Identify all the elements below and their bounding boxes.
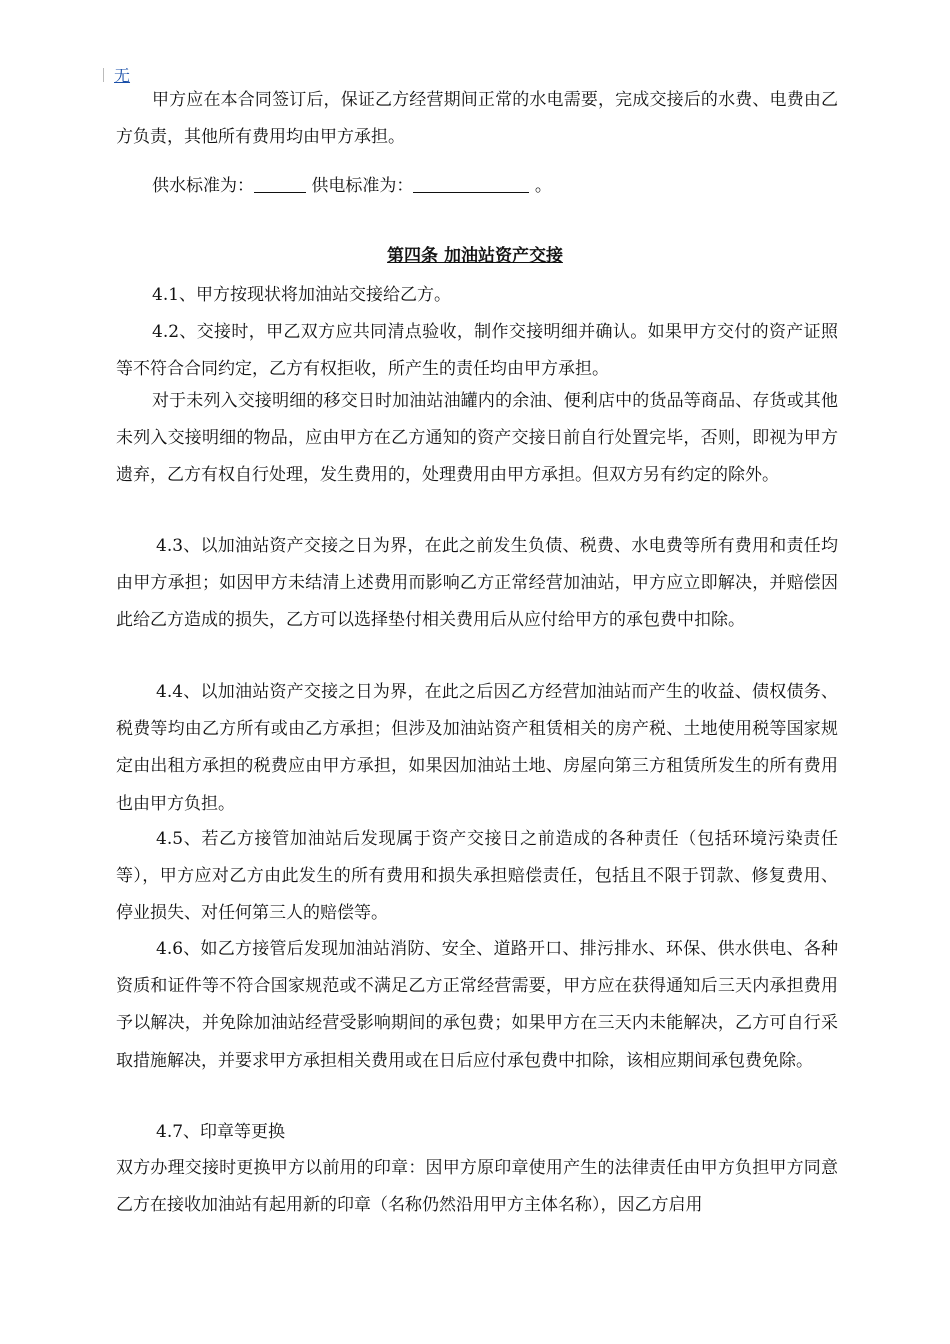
power-standard-label: 供电标准为： <box>311 176 414 196</box>
clause-4-2: 4.2、交接时，甲乙双方应共同清点验收，制作交接明细并确认。如果甲方交付的资产证照等不符合合同约定，乙方有权拒收，所产生的责任均由甲方承担。 <box>116 322 838 380</box>
supply-standard-line <box>152 168 752 205</box>
clause-4-7: 4.7、印章等更换 <box>156 1122 286 1142</box>
clause-4-2-unlisted-items: 对于未列入交接明细的移交日时加油站油罐内的余油、便利店中的货品等商品、存货或其他未列入交接明细的物品，应由甲方在乙方通知的资产交接日前自行处置完毕，否则，即视为甲方遗弃，乙方有权自行处理，发生费用的，处理费用由甲方承担。但双方另有约定的除外。 <box>116 391 838 486</box>
clause-4-1: 4.1、甲方按现状将加油站交接给乙方。 <box>152 285 452 305</box>
clause-4-3: 4.3、以加油站资产交接之日为界，在此之前发生负债、税费、水电费等所有费用和责任均由甲方承担；如因甲方未结清上述费用而影响乙方正常经营加油站，甲方应立即解决，并赔偿因此给乙方造成的损失，乙方可以选择垫付相关费用后从应付给甲方的承包费中扣除。 <box>116 536 838 631</box>
clause-4-5: 4.5、若乙方接管加油站后发现属于资产交接日之前造成的各种责任（包括环境污染责任等），甲方应对乙方由此发生的所有费用和损失承担赔偿责任，包括且不限于罚款、修复费用、停业损失、对任何第三人的赔偿等。 <box>116 829 838 924</box>
clause-4-7-seal: 双方办理交接时更换甲方以前用的印章：因甲方原印章使用产生的法律责任由甲方负担甲方同意乙方在接收加油站有起用新的印章（名称仍然沿用甲方主体名称），因乙方启用 <box>116 1158 838 1216</box>
link-none[interactable]: 无 <box>114 66 131 85</box>
water-standard-label: 供水标准为： <box>152 176 254 196</box>
section-title: 第四条 加油站资产交接 <box>387 246 563 266</box>
power-standard-blank[interactable] <box>413 175 529 193</box>
clause-4-4: 4.4、以加油站资产交接之日为界，在此之后因乙方经营加油站而产生的收益、债权债务、税费等均由乙方所有或由乙方承担；但涉及加油站资产租赁相关的房产税、土地使用税等国家规定由出租方承担的税费应由甲方承担，如果因加油站土地、房屋向第三方租赁所发生的所有费用也由甲方负担。 <box>116 682 838 814</box>
margin-marker <box>103 68 104 82</box>
water-standard-blank[interactable] <box>254 175 306 193</box>
supply-end: 。 <box>534 176 552 196</box>
clause-4-6: 4.6、如乙方接管后发现加油站消防、安全、道路开口、排污排水、环保、供水供电、各种资质和证件等不符合国家规范或不满足乙方正常经营需要，甲方应在获得通知后三天内承担费用予以解决，并免除加油站经营受影响期间的承包费；如果甲方在三天内未能解决，乙方可自行采取措施解决，并要求甲方承担相关费用或在日后应付承包费中扣除，该相应期间承包费免除。 <box>116 939 838 1071</box>
paragraph-utilities: 甲方应在本合同签订后，保证乙方经营期间正常的水电需要，完成交接后的水费、电费由乙方负责，其他所有费用均由甲方承担。 <box>116 90 838 148</box>
